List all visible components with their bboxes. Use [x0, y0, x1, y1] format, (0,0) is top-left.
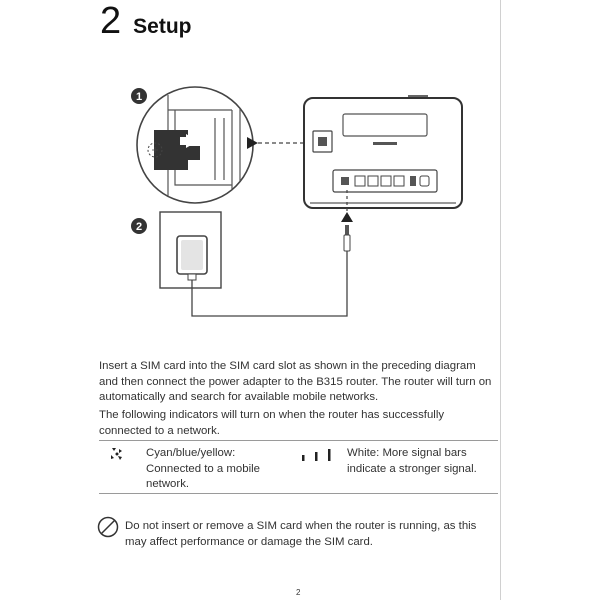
caution-note-text: Do not insert or remove a SIM card when the router is running, as this may affect performance or damage the SIM card.: [125, 520, 477, 548]
step-1-number: 1: [135, 91, 143, 103]
power-adapter-illustration: [160, 212, 347, 316]
page-number: 2: [296, 588, 301, 597]
network-indicator-text: Cyan/blue/yellow: Connected to a mobile network.: [146, 447, 260, 490]
instruction-paragraph: Insert a SIM card into the SIM card slot as shown in the preceding diagram and then connect the power adapter to the B315 router. The router will turn on automatically and search for available mobile networks.: [99, 360, 492, 403]
indicator-table: [99, 440, 498, 494]
router-illustration: [304, 95, 462, 208]
step-2-number: 2: [135, 221, 143, 233]
indicator-intro-paragraph: The following indicators will turn on when the router has successfully connected to a network.: [99, 409, 445, 437]
step-2-badge: [131, 218, 147, 234]
signal-indicator-text: White: More signal bars indicate a stronger signal.: [347, 447, 477, 475]
network-indicator-icon: [109, 446, 125, 462]
step-1-badge: [131, 88, 147, 104]
prohibited-icon: [97, 516, 119, 538]
sim-magnifier: [137, 87, 253, 203]
section-number: 2: [100, 0, 122, 42]
insert-arrow: [247, 137, 312, 149]
section-title: Setup: [133, 15, 192, 38]
signal-bars-icon: [299, 447, 335, 463]
